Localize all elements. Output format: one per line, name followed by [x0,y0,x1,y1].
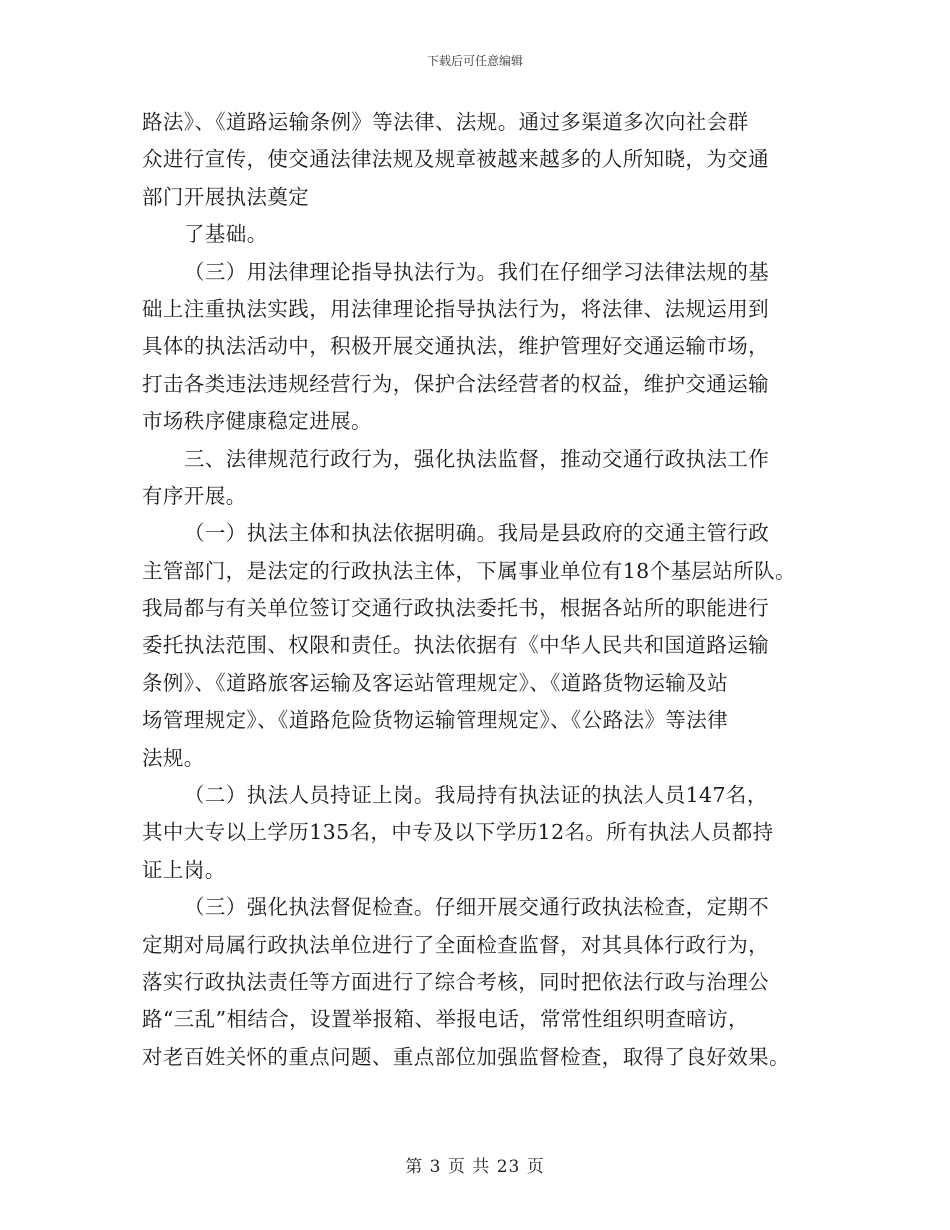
text-line: 打击各类违法违规经营行为，保护合法经营者的权益，维护交通运输 [142,371,769,396]
text-line: 众进行宣传，使交通法律法规及规章被越来越多的人所知晓，为交通 [142,147,769,172]
text-line: 证上岗。 [142,857,226,882]
paragraph-first-line: （一）执法主体和执法依据明确。我局是县政府的交通主管行政 [184,521,770,546]
section-heading-cont: 有序开展。 [142,483,247,508]
text-line: 部门开展执法奠定 [142,184,310,209]
text-line: 委托执法范围、权限和责任。执法依据有《中华人民共和国道路运输 [142,633,769,658]
text-line: 础上注重执法实践，用法律理论指导执法行为，将法律、法规运用到 [142,296,769,321]
section-heading: 三、法律规范行政行为，强化执法监督，推动交通行政执法工作 [184,446,770,471]
text-line: 对老百姓关怀的重点问题、重点部位加强监督检查，取得了良好效果。 [142,1044,790,1069]
text-line: 主管部门，是法定的行政执法主体，下属事业单位有18个基层站所队。 [142,558,796,583]
text-line: 落实行政执法责任等方面进行了综合考核，同时把依法行政与治理公 [142,969,769,994]
paragraph-first-line: （三）强化执法督促检查。仔细开展交通行政执法检查，定期不 [184,895,770,920]
page-footer: 第 3 页 共 23 页 [405,1157,545,1177]
document-body [142,104,822,1076]
paragraph-first-line: （三）用法律理论指导执法行为。我们在仔细学习法律法规的基 [184,259,770,284]
text-line: 条例》、《道路旅客运输及客运站管理规定》、《道路货物运输及站 [142,670,728,695]
text-line: 了基础。 [184,222,268,247]
paragraph-first-line: （二）执法人员持证上岗。我局持有执法证的执法人员147名， [184,783,768,808]
text-line: 我局都与有关单位签订交通行政执法委托书，根据各站所的职能进行 [142,596,769,621]
text-line: 其中大专以上学历135名，中专及以下学历12名。所有执法人员都持 [142,820,774,845]
text-line: 具体的执法活动中，积极开展交通执法，维护管理好交通运输市场， [142,334,769,359]
page-header: 下载后可任意编辑 [426,54,523,68]
text-line: 路法》、《道路运输条例》等法律、法规。通过多渠道多次向社会群 [142,110,749,134]
text-line: 场管理规定》、《道路危险货物运输管理规定》、《公路法》等法律 [142,708,728,733]
text-line: 路“三乱”相结合，设置举报箱、举报电话，常常性组织明查暗访， [142,1007,749,1032]
text-line: 市场秩序健康稳定进展。 [142,409,372,434]
text-line: 法规。 [142,745,205,770]
text-line: 定期对局属行政执法单位进行了全面检查监督，对其具体行政行为， [142,932,769,957]
